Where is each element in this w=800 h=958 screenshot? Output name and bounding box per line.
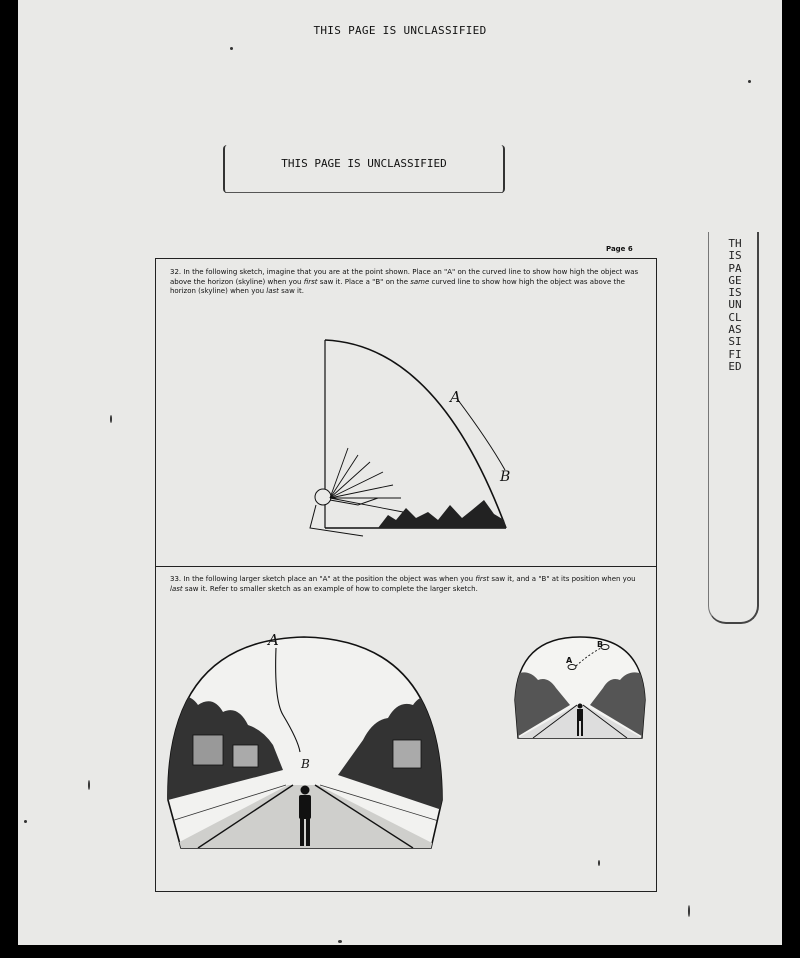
q32-handwritten-curve xyxy=(458,400,505,470)
document-page xyxy=(18,0,782,945)
q32-sketch xyxy=(310,340,506,536)
q32-emphasis: first xyxy=(303,277,318,286)
q32-emphasis: last xyxy=(266,287,279,295)
q33-large-sketch xyxy=(168,637,442,848)
q32-text: saw it. Place a "B" on the xyxy=(317,277,411,286)
classification-header: THIS PAGE IS UNCLASSIFIED xyxy=(313,24,487,37)
q32-text: 32. In the following sketch, imagine that you are at the point shown. Place an "A" on the curved line to show how high the object was above the horizon (skyline) when you xyxy=(170,268,639,286)
q33-text: saw it. Refer to smaller sketch as an example of how to complete the larger sketch. xyxy=(182,584,478,593)
sketch-layer xyxy=(18,0,782,945)
large-right-house xyxy=(393,740,421,768)
q32-text: saw it. xyxy=(278,287,304,295)
q32-quarter-arc xyxy=(325,340,506,528)
small-label-b: B xyxy=(597,640,604,649)
q32-observer xyxy=(310,489,378,536)
q32-label-b: B xyxy=(500,469,511,485)
q32-text: curved line to show how high the object was above the horizon (skyline) when you xyxy=(170,277,625,295)
page-number: Page 6 xyxy=(606,245,633,253)
large-label-a: A xyxy=(268,631,279,649)
q33-emphasis: last xyxy=(170,584,183,593)
q32-label-a: A xyxy=(450,388,461,406)
q33-text: 33. In the following larger sketch place an "A" at the position the object was when you xyxy=(170,575,476,583)
q32-emphasis: same xyxy=(410,277,430,286)
q33-text: saw it, and a "B" at its position when you xyxy=(489,575,636,583)
q33-emphasis: first xyxy=(475,575,490,583)
q33-example-sketch xyxy=(515,637,645,738)
classification-stamp-text: THIS PAGE IS UNCLASSIFIED xyxy=(281,157,447,170)
large-left-house xyxy=(193,735,223,765)
classification-vertical-stamp: THIS PAGE IS UNCLASSIFIED xyxy=(728,237,749,373)
small-label-a: A xyxy=(566,656,573,665)
q32-skyline xyxy=(378,500,506,528)
large-label-b: B xyxy=(301,757,310,771)
